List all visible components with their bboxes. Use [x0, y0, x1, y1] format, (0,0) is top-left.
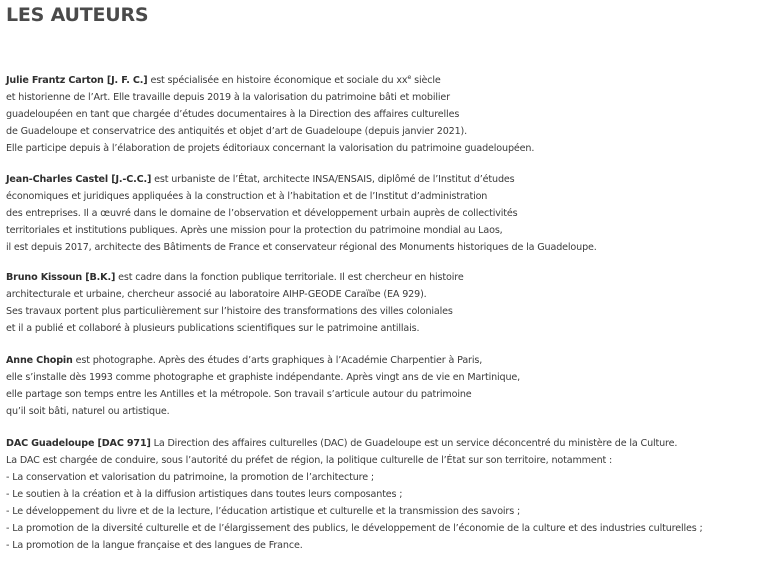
author-bio [6, 171, 758, 256]
bio-first-line [6, 171, 758, 188]
bio-line: de Guadeloupe et conservatrice des antiquités et objet d’art de Guadeloupe (depuis janvier 2021). [6, 126, 468, 137]
bio-line: architecturale et urbaine, chercheur associé au laboratoire AIHP-GEODE Caraïbe (EA 929). [6, 289, 427, 300]
bio-line: La DAC est chargée de conduire, sous l’autorité du préfet de région, la politique culturelle de l’État sur son territoire, notamment : [6, 455, 613, 466]
bio-first-line [6, 435, 758, 452]
bio-text: siècle [411, 75, 441, 86]
bio-text: est photographe. Après des études d’arts graphiques à l’Académie Charpentier à Paris, [72, 355, 483, 366]
bio-list-item: - Le développement du livre et de la lecture, l’éducation artistique et culturelle et la transmission des savoirs ; [6, 506, 521, 517]
author-name: Julie Frantz Carton [J. F. C.] [6, 75, 148, 86]
author-bio [6, 435, 758, 554]
bio-line: il est depuis 2017, architecte des Bâtiments de France et conservateur régional des Monuments historiques de la Guadeloupe. [6, 242, 597, 253]
author-name: Bruno Kissoun [B.K.] [6, 272, 116, 283]
bio-line: territoriales et institutions publiques. Après une mission pour la protection du patrimoine mondial au Laos, [6, 225, 503, 236]
author-name: DAC Guadeloupe [DAC 971] [6, 438, 151, 449]
author-name: Anne Chopin [6, 355, 73, 366]
century-superscript: e [407, 72, 412, 81]
bio-first-line [6, 352, 758, 369]
author-bio [6, 72, 758, 157]
bio-list-item: - Le soutien à la création et à la diffusion artistiques dans toutes leurs composantes ; [6, 489, 403, 500]
bio-text: est urbaniste de l’État, architecte INSA/ENSAIS, diplômé de l’Institut d’études [151, 174, 515, 185]
bio-first-line [6, 269, 758, 286]
bio-first-line [6, 72, 758, 89]
century-numeral: xx [396, 75, 408, 86]
bio-line: Ses travaux portent plus particulièrement sur l’histoire des transformations des villes coloniales [6, 306, 453, 317]
bio-line: des entreprises. Il a œuvré dans le domaine de l’observation et développement urbain auprès de collectivités [6, 208, 518, 219]
bio-line: et il a publié et collaboré à plusieurs publications scientifiques sur le patrimoine antillais. [6, 323, 420, 334]
bio-text: est cadre dans la fonction publique territoriale. Il est chercheur en histoire [115, 272, 464, 283]
bio-line: qu’il soit bâti, naturel ou artistique. [6, 406, 170, 417]
bio-line: elle s’installe dès 1993 comme photographe et graphiste indépendante. Après vingt ans de vie en Martinique, [6, 372, 521, 383]
bio-list-item: - La conservation et valorisation du patrimoine, la promotion de l’architecture ; [6, 472, 374, 483]
author-bio [6, 269, 758, 337]
bio-line: économiques et juridiques appliquées à la construction et à l’habitation et de l’Institut d’administration [6, 191, 488, 202]
bio-list-item: - La promotion de la diversité culturelle et de l’élargissement des publics, le développement de l’économie de la culture et des industries culturelles ; [6, 523, 703, 534]
bio-line: guadeloupéen en tant que chargée d’études documentaires à la Direction des affaires culturelles [6, 109, 460, 120]
bio-text: est spécialisée en histoire économique et sociale du [147, 75, 397, 86]
bio-line: Elle participe depuis à l’élaboration de projets éditoriaux concernant la valorisation du patrimoine guadeloupéen. [6, 143, 535, 154]
bio-line: et historienne de l’Art. Elle travaille depuis 2019 à la valorisation du patrimoine bâti et mobilier [6, 92, 450, 103]
page-title: LES AUTEURS [6, 4, 149, 26]
bio-list-item: - La promotion de la langue française et des langues de France. [6, 540, 303, 551]
author-name: Jean-Charles Castel [J.-C.C.] [6, 174, 152, 185]
bio-line: elle partage son temps entre les Antilles et la métropole. Son travail s’articule autour du patrimoine [6, 389, 472, 400]
bio-text: La Direction des affaires culturelles (DAC) de Guadeloupe est un service déconcentré du ministère de la Culture. [150, 438, 678, 449]
author-bio [6, 352, 758, 420]
